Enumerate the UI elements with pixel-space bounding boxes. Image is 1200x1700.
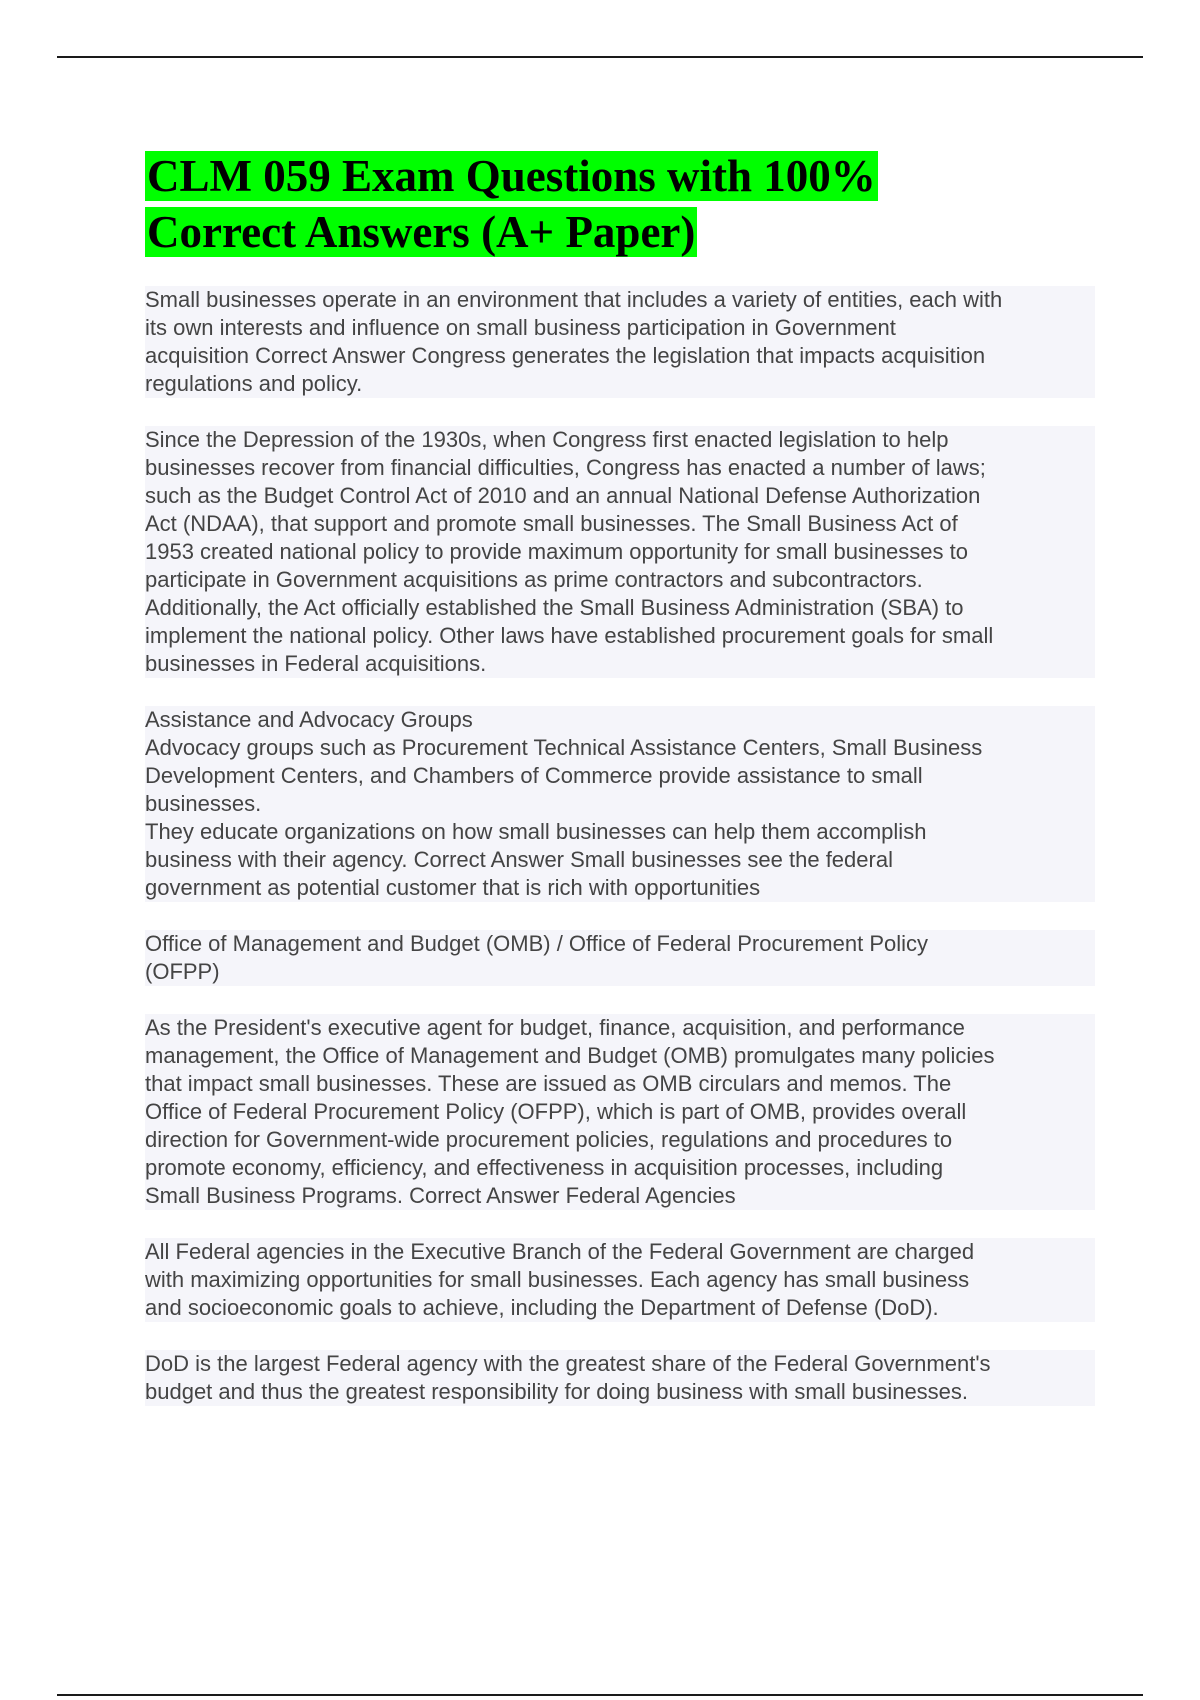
text-line: Development Centers, and Chambers of Commerce provide assistance to small (145, 762, 1095, 790)
text-line: acquisition Correct Answer Congress generates the legislation that impacts acquisition (145, 342, 1095, 370)
paragraph-dod (145, 1350, 1095, 1406)
bottom-rule (57, 1694, 1143, 1696)
paragraph-omb (145, 1014, 1095, 1210)
paragraph-omb-heading (145, 930, 1095, 986)
paragraph-advocacy (145, 706, 1095, 902)
text-line: promote economy, efficiency, and effectiveness in acquisition processes, including (145, 1154, 1095, 1182)
text-line: its own interests and influence on small business participation in Government (145, 314, 1095, 342)
text-line: businesses in Federal acquisitions. (145, 650, 1095, 678)
text-line: 1953 created national policy to provide maximum opportunity for small businesses to (145, 538, 1095, 566)
text-line: (OFPP) (145, 958, 1095, 986)
text-line: DoD is the largest Federal agency with the greatest share of the Federal Government's (145, 1350, 1095, 1378)
text-line: management, the Office of Management and Budget (OMB) promulgates many policies (145, 1042, 1095, 1070)
title-line: CLM 059 Exam Questions with 100% (147, 151, 876, 201)
text-line: businesses. (145, 790, 1095, 818)
text-line: such as the Budget Control Act of 2010 and an annual National Defense Authorization (145, 482, 1095, 510)
text-line: business with their agency. Correct Answer Small businesses see the federal (145, 846, 1095, 874)
text-line: Small Business Programs. Correct Answer Federal Agencies (145, 1182, 1095, 1210)
text-line: regulations and policy. (145, 370, 1095, 398)
paragraph-entities (145, 286, 1095, 398)
text-line: and socioeconomic goals to achieve, including the Department of Defense (DoD). (145, 1294, 1095, 1322)
text-line: with maximizing opportunities for small businesses. Each agency has small business (145, 1266, 1095, 1294)
text-line: implement the national policy. Other laws have established procurement goals for small (145, 622, 1095, 650)
text-line: Since the Depression of the 1930s, when Congress first enacted legislation to help (145, 426, 1095, 454)
text-line: Office of Federal Procurement Policy (OFPP), which is part of OMB, provides overall (145, 1098, 1095, 1126)
text-line: As the President's executive agent for budget, finance, acquisition, and performance (145, 1014, 1095, 1042)
text-line: They educate organizations on how small businesses can help them accomplish (145, 818, 1095, 846)
text-line: Act (NDAA), that support and promote small businesses. The Small Business Act of (145, 510, 1095, 538)
text-line: Advocacy groups such as Procurement Technical Assistance Centers, Small Business (145, 734, 1095, 762)
document-title (145, 148, 1095, 260)
title-line: Correct Answers (A+ Paper) (147, 207, 696, 257)
text-line: All Federal agencies in the Executive Branch of the Federal Government are charged (145, 1238, 1095, 1266)
document-body (145, 148, 1095, 1406)
text-line: participate in Government acquisitions as prime contractors and subcontractors. (145, 566, 1095, 594)
paragraph-federal-agencies (145, 1238, 1095, 1322)
text-line: Small businesses operate in an environment that includes a variety of entities, each with (145, 286, 1095, 314)
paragraph-congress (145, 426, 1095, 678)
text-line: Additionally, the Act officially established the Small Business Administration (SBA) to (145, 594, 1095, 622)
text-line: businesses recover from financial difficulties, Congress has enacted a number of laws; (145, 454, 1095, 482)
top-rule (57, 56, 1143, 58)
text-line: Assistance and Advocacy Groups (145, 706, 1095, 734)
text-line: direction for Government-wide procurement policies, regulations and procedures to (145, 1126, 1095, 1154)
text-line: government as potential customer that is rich with opportunities (145, 874, 1095, 902)
text-line: budget and thus the greatest responsibility for doing business with small businesses. (145, 1378, 1095, 1406)
text-line: Office of Management and Budget (OMB) / Office of Federal Procurement Policy (145, 930, 1095, 958)
text-line: that impact small businesses. These are issued as OMB circulars and memos. The (145, 1070, 1095, 1098)
